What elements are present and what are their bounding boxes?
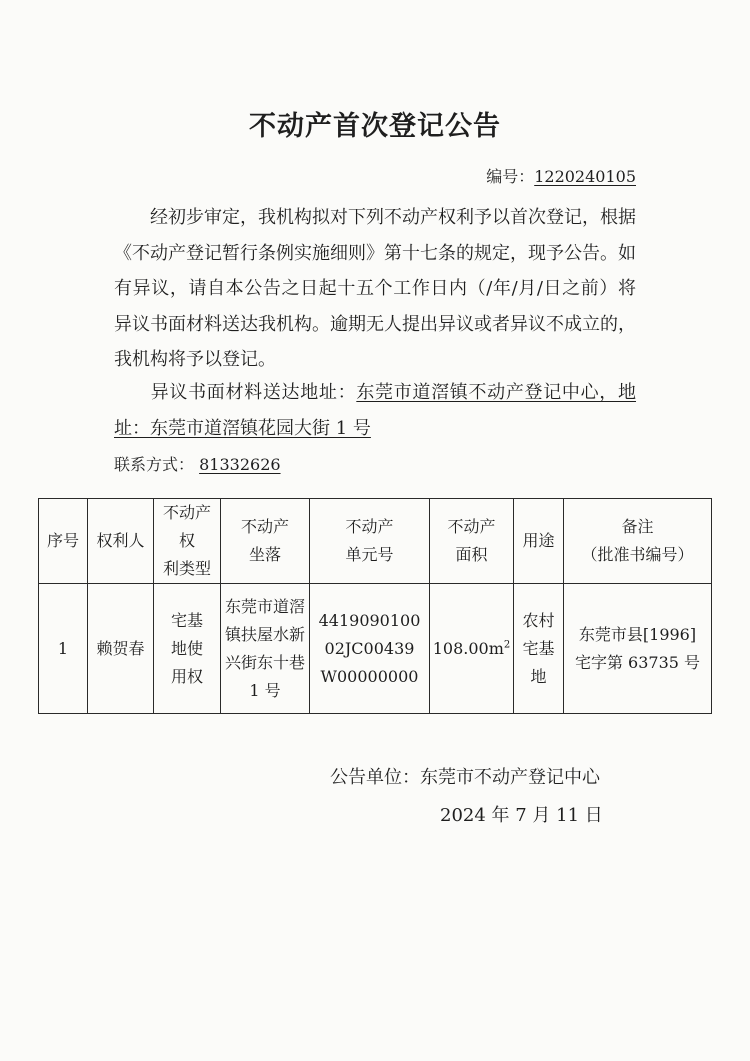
header-usage: 用途	[514, 499, 564, 584]
cell-area: $108.00m^2$	[430, 584, 514, 714]
document-number-value: 1220240105	[534, 167, 636, 186]
header-location: 不动产 坐落	[221, 499, 310, 584]
cell-seq: 1	[39, 584, 88, 714]
issue-date: 2024 年 7 月 11 日	[440, 805, 603, 826]
cell-unit-no: 4419090100 02JC00439 W00000000	[310, 584, 430, 714]
document-number	[486, 164, 636, 187]
cell-location: 东莞市道滘 镇扶屋水新 兴街东十巷 1 号	[221, 584, 310, 714]
header-right-type: 不动产权 利类型	[154, 499, 221, 584]
header-area: 不动产 面积	[430, 499, 514, 584]
cell-remark: 东莞市县[1996] 宅字第 63735 号	[564, 584, 712, 714]
header-remark: 备注 （批准书编号）	[564, 499, 712, 584]
objection-address-value: 东莞市道滘镇不动产登记中心，地址：东莞市道滘镇花园大街 1 号	[114, 382, 637, 439]
document-title: 不动产首次登记公告	[249, 111, 501, 142]
header-unit-no: 不动产 单元号	[310, 499, 430, 584]
announcement-text: 经初步审定，我机构拟对下列不动产权利予以首次登记，根据《不动产登记暂行条例实施细则》第十七条的规定，现予公告。如有异议，请自本公告之日起十五个工作日内（/年/月/日之前）将异议书面材料送达我机构。逾期无人提出异议或者异议不成立的，我机构将予以登记。	[114, 207, 636, 370]
table-row	[39, 584, 712, 714]
objection-address-label: 异议书面材料送达地址：	[150, 382, 357, 403]
contact-info	[114, 452, 281, 475]
issuing-unit: 公告单位：东莞市不动产登记中心	[330, 767, 600, 788]
cell-usage: 农村 宅基 地	[514, 584, 564, 714]
document-number-label: 编号：	[486, 167, 535, 186]
cell-holder: 赖贺春	[88, 584, 154, 714]
announcement-paragraph	[114, 200, 636, 378]
header-holder: 权利人	[88, 499, 154, 584]
contact-phone: 81332626	[199, 455, 281, 474]
objection-address-paragraph	[114, 375, 636, 446]
table-header-row	[39, 499, 712, 584]
header-seq: 序号	[39, 499, 88, 584]
cell-right-type: 宅基 地使 用权	[154, 584, 221, 714]
contact-label: 联系方式：	[114, 455, 195, 474]
registration-table	[38, 498, 712, 714]
